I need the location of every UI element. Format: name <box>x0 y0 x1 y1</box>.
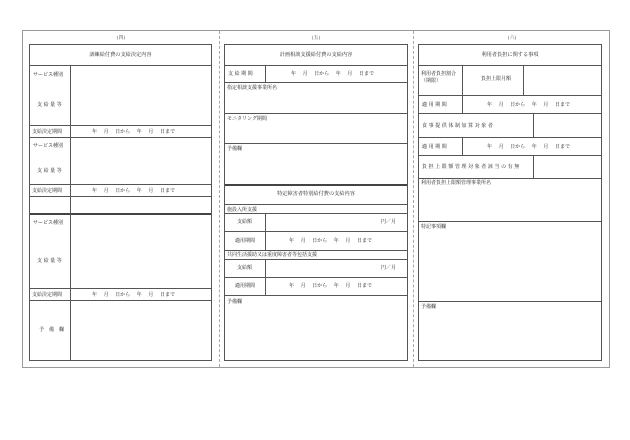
consultation-support-title: 計画相談支援給付費の支給内容 <box>279 52 353 58</box>
special-notes-label: 特記事項欄 <box>421 224 447 230</box>
applicable-period-label-2: 適 用 期 間 <box>422 144 447 150</box>
applicable-period-label-a: 適用期間 <box>235 238 256 244</box>
monitoring-period-label: モニタリング期間 <box>227 116 267 122</box>
burden-ratio-label: 利用者負担割合（期限） <box>421 71 457 84</box>
yen-per-month-b: 円／月 <box>381 265 397 271</box>
supply-amount-label-2: 支 給 量 等 <box>37 168 62 174</box>
panel-user-burden <box>413 31 611 367</box>
decision-period-value-3: 年 月 日から 年 月 日まで <box>92 292 175 298</box>
applicable-period-value-1: 年 月 日から 年 月 日まで <box>487 102 570 108</box>
remarks-label-middle-1: 予備欄 <box>227 146 243 152</box>
decision-period-label-2: 支給決定期間 <box>32 188 63 194</box>
special-disability-title: 特定障害者特別給付費の支給内容 <box>277 191 355 197</box>
supply-amount-label-a: 支給額 <box>237 219 253 225</box>
user-burden-title: 利用者負担に関する事項 <box>481 52 539 58</box>
applicable-period-label-b: 適用期間 <box>235 283 256 289</box>
applicable-period-value-a: 年 月 日から 年 月 日まで <box>289 238 372 244</box>
panel-consultation-support <box>219 31 413 367</box>
decision-period-value-1: 年 月 日から 年 月 日まで <box>92 129 175 135</box>
certificate-sheet <box>22 30 610 368</box>
decision-period-label-1: 支給決定期間 <box>32 129 63 135</box>
service-type-label-2: サービス種別 <box>33 143 64 149</box>
ceiling-management-label: 負 担 上 限 額 管 理 対 象 者 該 当 の 有 無 <box>422 164 520 170</box>
supply-amount-label-3: 支 給 量 等 <box>37 258 62 264</box>
supply-period-value: 年 月 日から 年 月 日まで <box>291 71 374 77</box>
decision-period-label-3: 支給決定期間 <box>32 292 63 298</box>
training-benefits-table <box>29 44 212 361</box>
supply-amount-label-b: 支給額 <box>237 265 253 271</box>
shared-living-label: 共同生活援助又は重度障害者等包括支援 <box>227 252 318 258</box>
user-burden-table <box>418 44 602 361</box>
decision-period-value-2: 年 月 日から 年 月 日まで <box>92 188 175 194</box>
panel-number-5: (五) <box>311 35 321 41</box>
applicable-period-label-1: 適 用 期 間 <box>422 102 447 108</box>
meal-addition-label: 食 事 提 供 体 制 加 算 対 象 者 <box>422 123 493 129</box>
panel-number-6: (六) <box>507 35 517 41</box>
panel-number-4: (四) <box>116 35 126 41</box>
consultation-support-table <box>224 44 408 361</box>
applicable-period-value-2: 年 月 日から 年 月 日まで <box>487 144 570 150</box>
supply-period-label: 支 給 期 間 <box>228 71 253 77</box>
ceiling-provider-label: 利用者負担上限額管理事業所名 <box>421 180 492 186</box>
facility-support-label: 施設入所支援 <box>227 207 258 213</box>
service-type-label-3: サービス種別 <box>33 220 64 226</box>
yen-per-month-a: 円／月 <box>381 219 397 225</box>
training-benefits-title: 訓練給付費の支給決定内容 <box>89 52 152 58</box>
service-type-label-1: サービス種別 <box>33 72 64 78</box>
remarks-label-middle-2: 予備欄 <box>227 299 243 305</box>
panel-training-benefits <box>23 31 219 367</box>
remarks-label-left: 予 備 欄 <box>39 327 65 333</box>
burden-ceiling-label: 負担上限月額 <box>481 76 512 82</box>
provider-name-label: 指定相談支援事業所名 <box>227 85 278 91</box>
supply-amount-label-1: 支 給 量 等 <box>37 102 62 108</box>
applicable-period-value-b: 年 月 日から 年 月 日まで <box>289 283 372 289</box>
remarks-label-right: 予備欄 <box>421 304 437 310</box>
